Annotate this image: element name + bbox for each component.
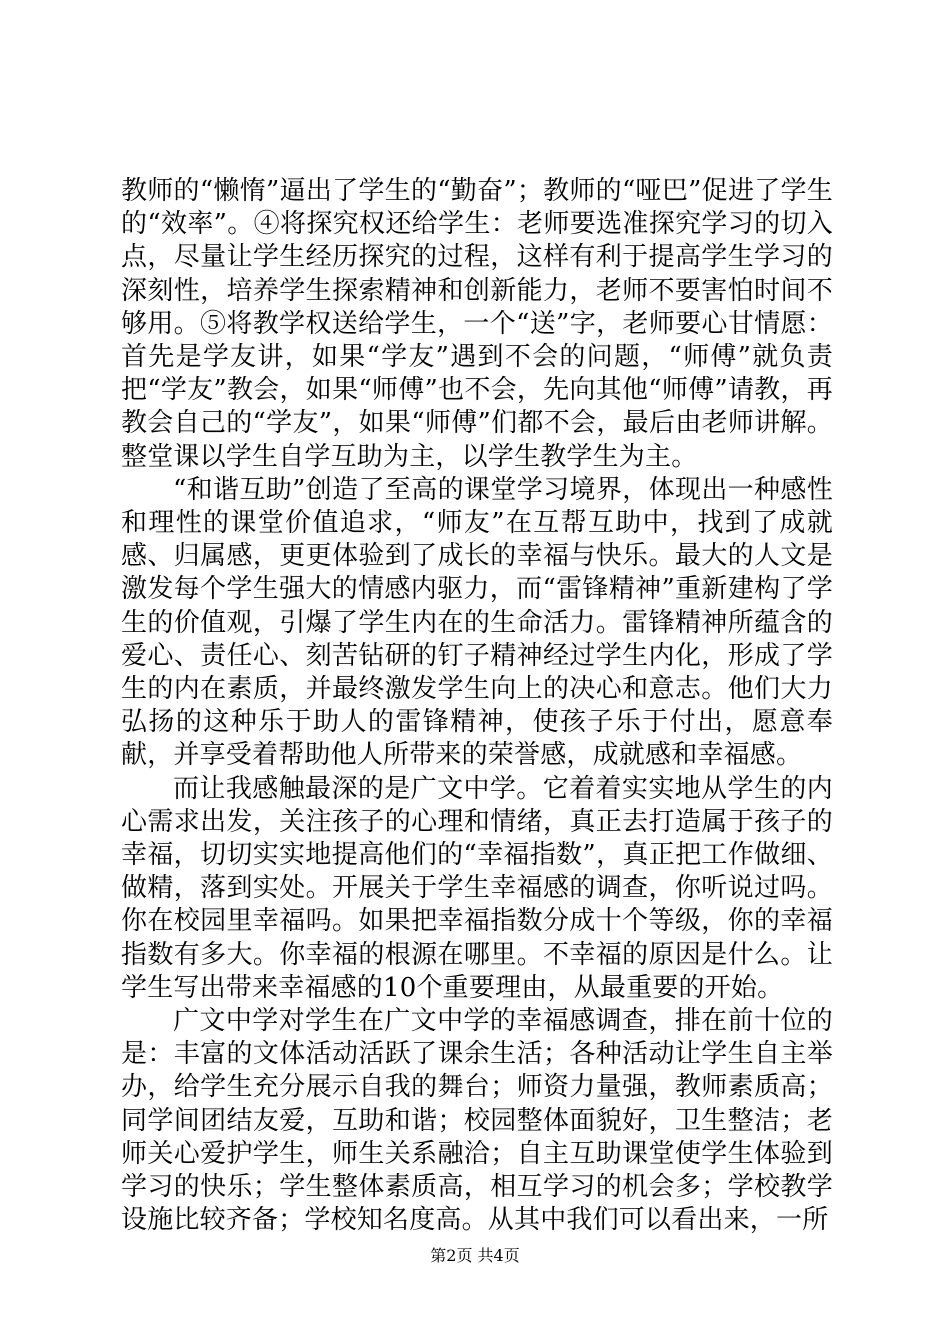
page-number-footer: 第2页 共4页 [430,1246,520,1265]
paragraph-1: 教师的“懒惰”逼出了学生的“勤奋”；教师的“哑巴”促进了学生的“效率”。④将探究权还给学生：老师要选准探究学习的切入点，尽量让学生经历探究的过程，这样有利于提高学生学习的深刻性，培养学生探索精神和创新能力，老师不要害怕时间不够用。⑤将教学权送给学生，一个“送”字，老师要心甘情愿：首先是学友讲，如果“学友”遇到不会的问题，“师傅”就负责把“学友”教会，如果“师傅”也不会，先向其他“师傅”请教，再教会自己的“学友”，如果“师傅”们都不会，最后由老师讲解。整堂课以学生自学互助为主，以学生教学生为主。 [121,176,833,472]
paragraph-2: “和谐互助”创造了至高的课堂学习境界，体现出一种感性和理性的课堂价值追求，“师友”在互帮互助中，找到了成就感、归属感，更更体验到了成长的幸福与快乐。最大的人文是激发每个学生强大的情感内驱力，而“雷锋精神”重新建构了学生的价值观，引爆了学生内在的生命活力。雷锋精神所蕴含的爱心、责任心、刻苦钻研的钉子精神经过学生内化，形成了学生的内在素质，并最终激发学生向上的决心和意志。他们大力弘扬的这种乐于助人的雷锋精神，使孩子乐于付出，愿意奉献，并享受着帮助他人所带来的荣誉感，成就感和幸福感。 [121,474,833,771]
paragraph-4: 广文中学对学生在广文中学的幸福感调查，排在前十位的是：丰富的文体活动活跃了课余生活；各种活动让学生自主举办，给学生充分展示自我的舞台；师资力量强，教师素质高；同学间团结友爱，互助和谐；校园整体面貌好，卫生整洁；老师关心爱护学生，师生关系融洽；自主互助课堂使学生体验到学习的快乐；学生整体素质高，相互学习的机会多；学校教学设施比较齐备；学校知名度高。从其中我们可以看出来，一所 [121,1006,833,1236]
body-text [121,175,833,1238]
paragraph-3: 而让我感触最深的是广文中学。它着着实实地从学生的内心需求出发，关注孩子的心理和情绪，真正去打造属于孩子的幸福，切切实实地提高他们的“幸福指数”，真正把工作做细、做精，落到实处。开展关于学生幸福感的调查，你听说过吗。你在校园里幸福吗。如果把幸福指数分成十个等级，你的幸福指数有多大。你幸福的根源在哪里。不幸福的原因是什么。让学生写出带来幸福感的10个重要理由，从最重要的开始。 [121,773,833,1003]
